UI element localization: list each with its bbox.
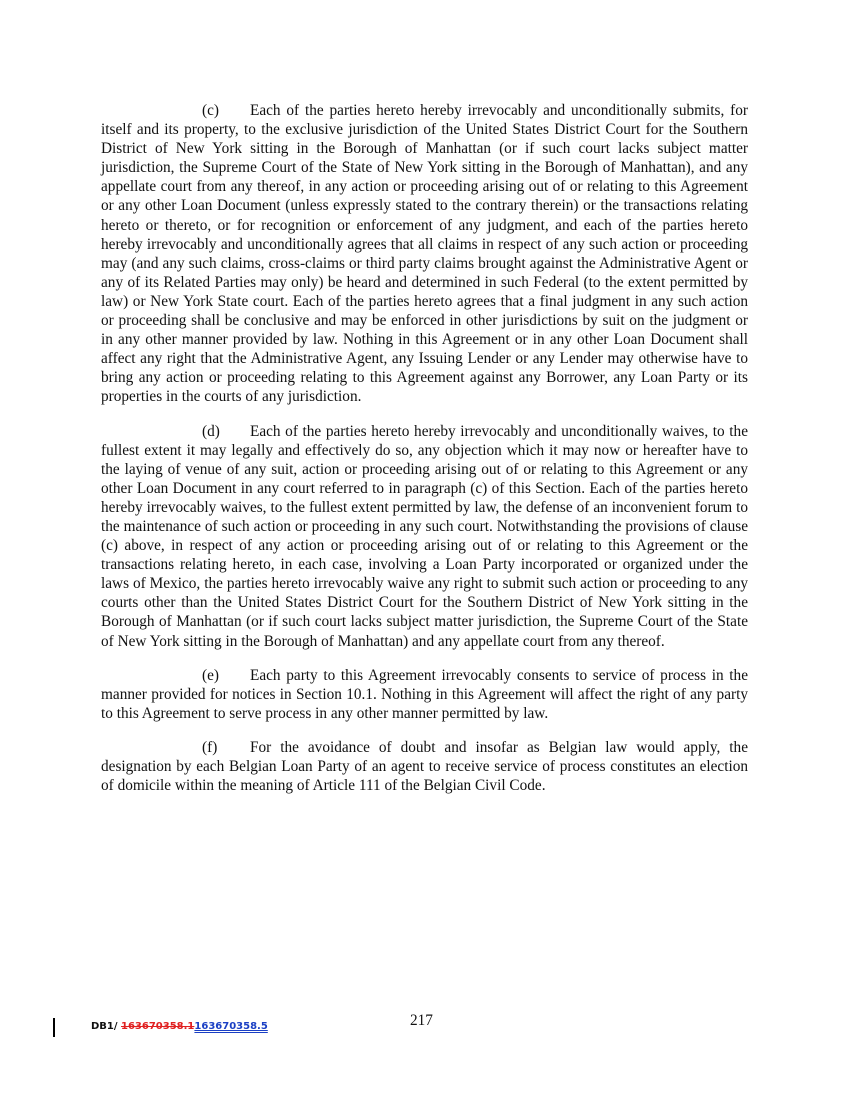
paragraph-text: Each party to this Agreement irrevocably consents to service of process in the manner provided for notices in Section 10.1. Nothing in this Agreement will affect the right of any party to this Agreement to serve process in any other manner permitted by law.: [101, 666, 748, 722]
paragraph-label: (c): [202, 102, 219, 119]
document-id-prefix: DB1/: [91, 1021, 122, 1032]
document-body: [101, 101, 748, 810]
paragraph-label: (f): [202, 738, 218, 756]
paragraph-label: (e): [202, 666, 219, 684]
paragraph-text: Each of the parties hereto hereby irrevocably and unconditionally waives, to the fullest extent it may legally and effectively do so, any objection which it may now or hereafter have to the laying of venue of any suit, action or proceeding arising out of or relating to this Agreement or any other Loan Document in any court referred to in paragraph (c) of this Section. Each of the parties hereto hereby irrevocably waives, to the fullest extent permitted by law, the defense of an inconvenient forum to the maintenance of such action or proceeding in any such court. Notwithstanding the provisions of clause (c) above, in respect of any action or proceeding arising out of or relating to this Agreement or the transactions relating hereto, in each case, involving a Loan Party incorporated or organized under the laws of Mexico, the parties hereto irrevocably waive any right to submit such action or proceeding to any courts other than the United States District Court for the Southern District of New York sitting in the Borough of Manhattan (or if such court lacks subject matter jurisdiction, the Supreme Court of the State of New York sitting in the Borough of Manhattan) and any appellate court from any thereof.: [101, 422, 748, 650]
page-number: 217: [410, 1012, 433, 1029]
paragraph-c: [101, 101, 748, 407]
document-id: [91, 1021, 268, 1032]
paragraph-d: [101, 422, 748, 651]
document-id-deleted: 163670358.1: [121, 1021, 195, 1032]
paragraph-e: [101, 666, 748, 723]
paragraph-f: [101, 738, 748, 795]
change-bar: [53, 1018, 55, 1037]
paragraph-text: For the avoidance of doubt and insofar as Belgian law would apply, the designation by each Belgian Loan Party of an agent to receive service of process constitutes an election of domicile within the meaning of Article 111 of the Belgian Civil Code.: [101, 738, 748, 795]
paragraph-label: (d): [202, 422, 220, 440]
document-id-inserted: 163670358.5: [194, 1021, 268, 1032]
paragraph-text: Each of the parties hereto hereby irrevocably and unconditionally submits, for itself and its property, to the exclusive jurisdiction of the United States District Court for the Southern District of New York sitting in the Borough of Manhattan (or if such court lacks subject matter jurisdiction, the Supreme Court of the State of New York sitting in the Borough of Manhattan), and any appellate court from any thereof, in any action or proceeding arising out of or relating to this Agreement or any other Loan Document (unless expressly stated to the contrary therein) or the transactions relating hereto or thereto, or for recognition or enforcement of any judgment, and each of the parties hereto hereby irrevocably and unconditionally agrees that all claims in respect of any such action or proceeding may (and any such claims, cross-claims or third party claims brought against the Administrative Agent or any of its Related Parties may only) be heard and determined in such Federal (to the extent permitted by law) or New York State court. Each of the parties hereto agrees that a final judgment in any such action or proceeding shall be conclusive and may be enforced in other jurisdictions by suit on the judgment or in any other manner provided by law. Nothing in this Agreement or in any other Loan Document shall affect any right that the Administrative Agent, any Issuing Lender or any Lender may otherwise have to bring any action or proceeding relating to this Agreement against any Borrower, any Loan Party or its properties in the courts of any jurisdiction.: [101, 102, 748, 406]
